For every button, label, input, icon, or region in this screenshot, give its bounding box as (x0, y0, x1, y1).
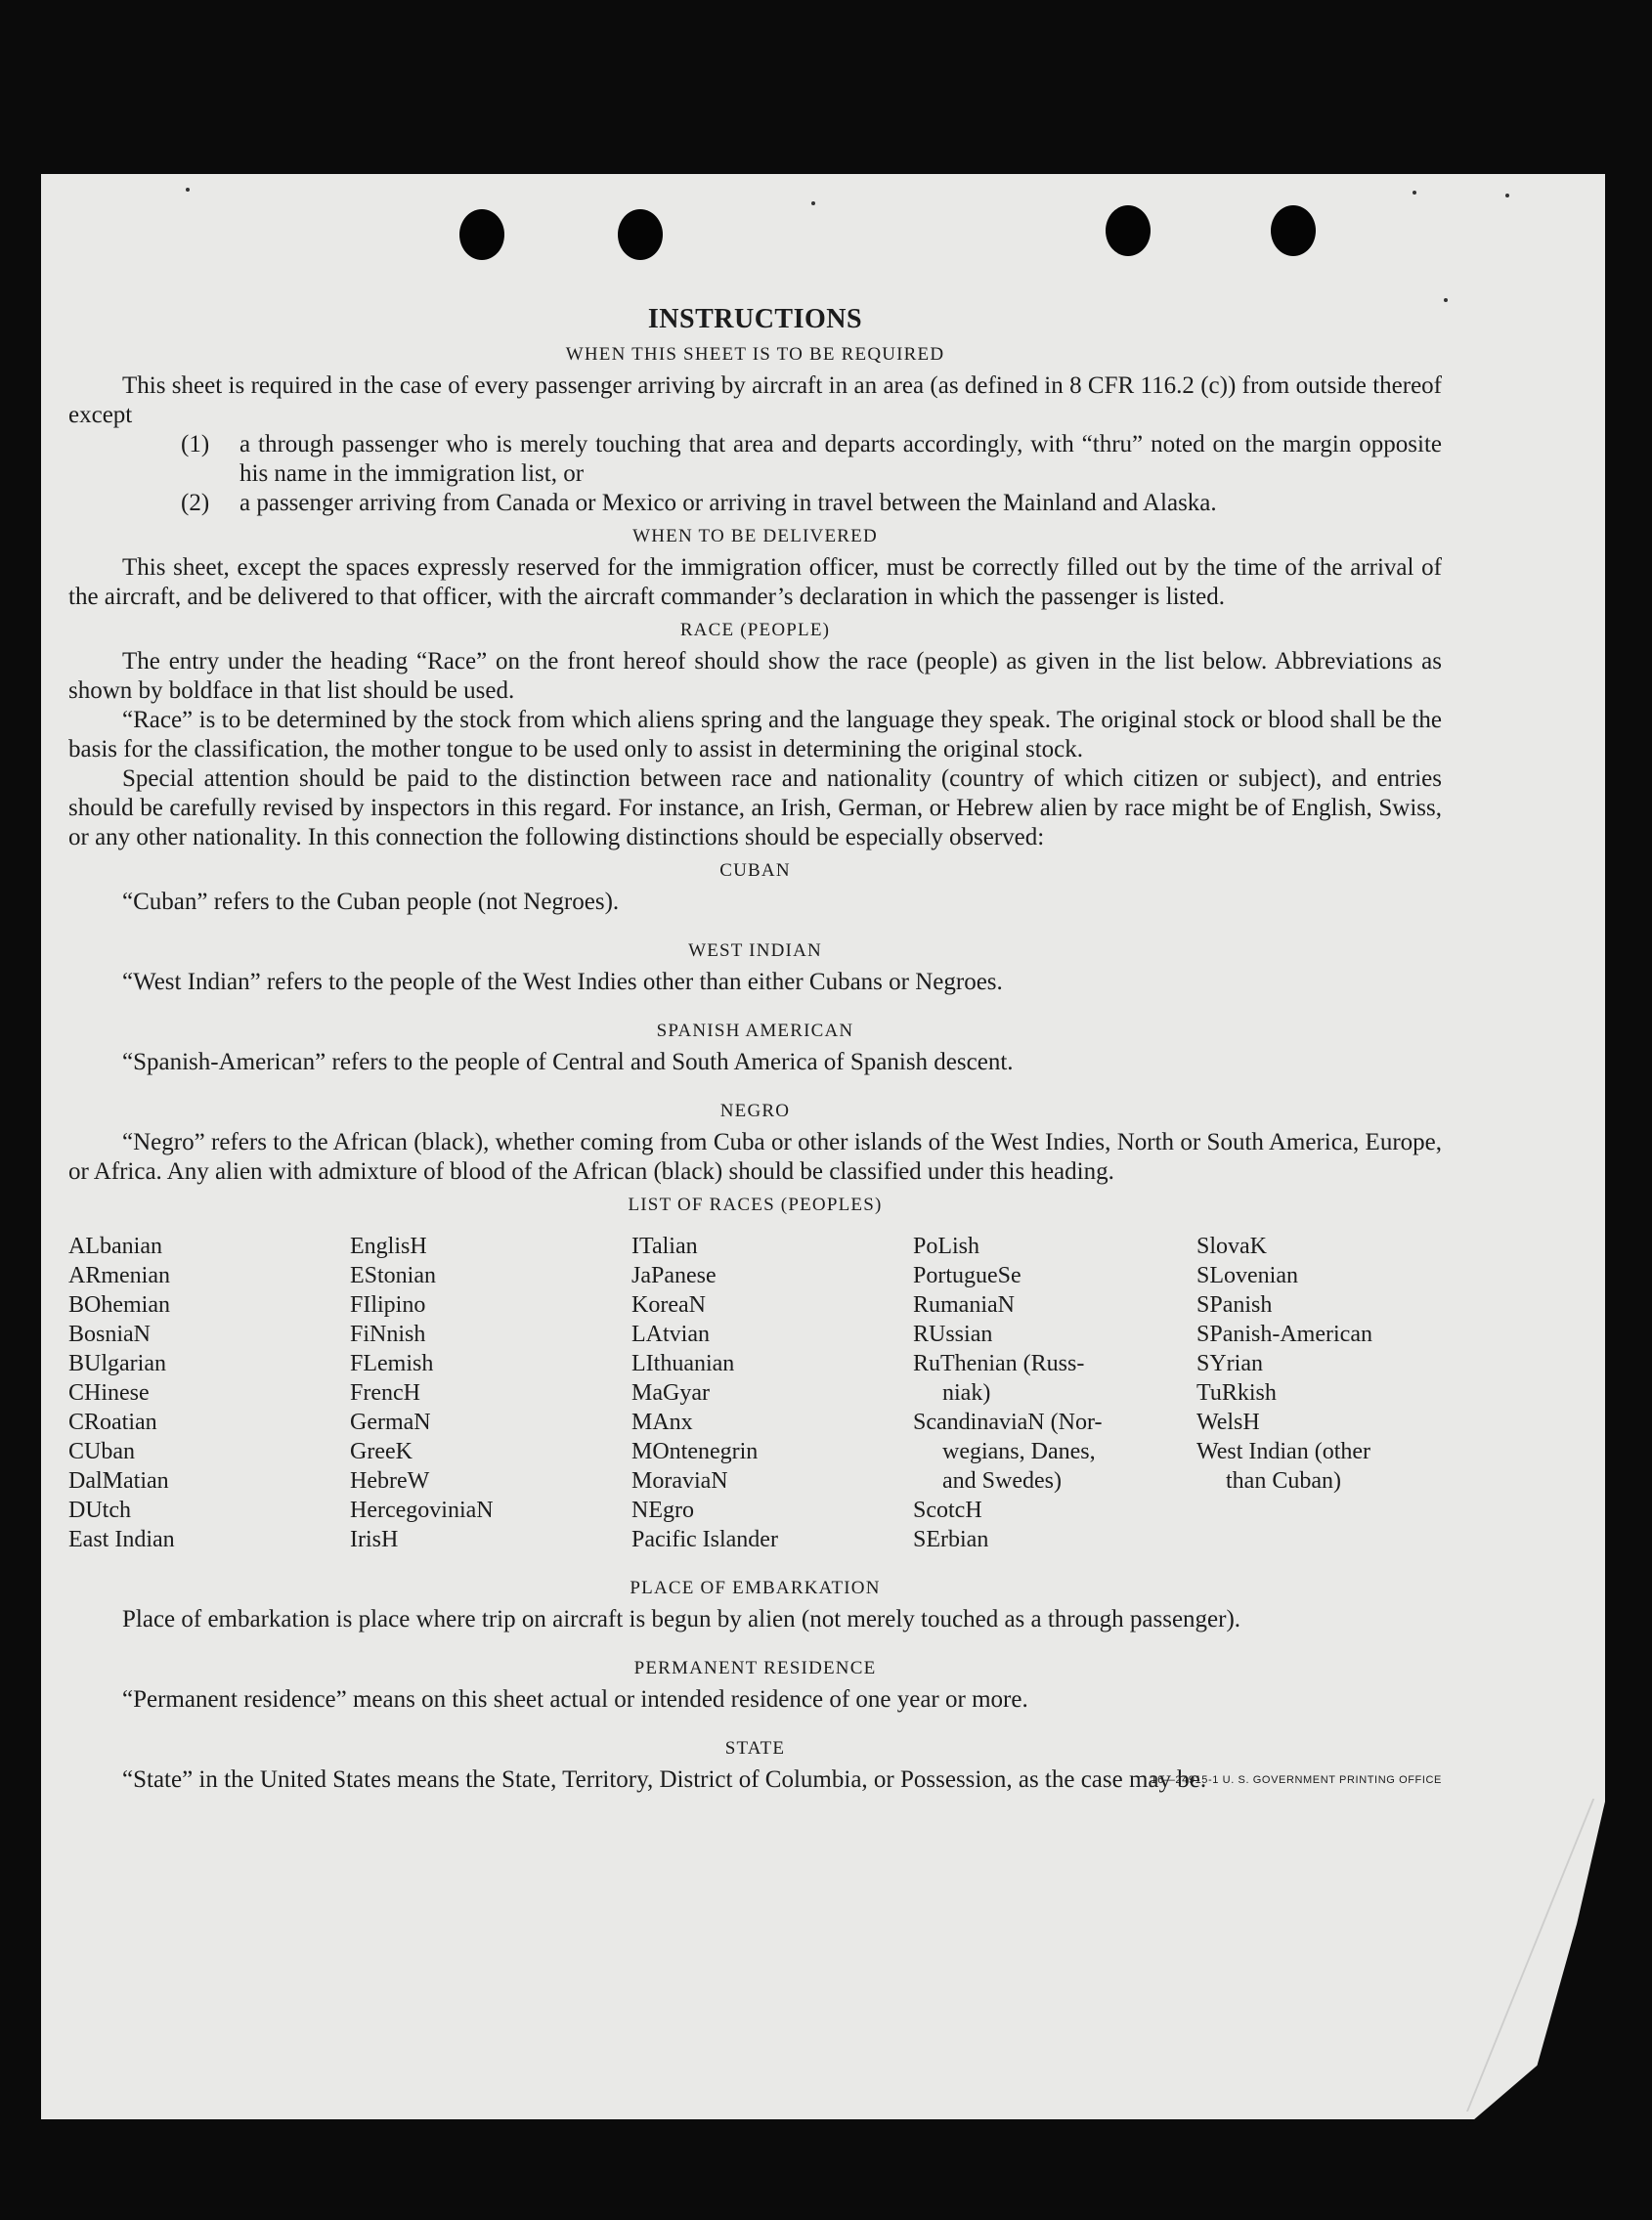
race-entry: CRoatian (68, 1410, 157, 1435)
race-entry: JaPanese (631, 1263, 717, 1288)
race-entry: MAnx (631, 1410, 693, 1435)
race-entry: ARmenian (68, 1263, 170, 1288)
paragraph: “Race” is to be determined by the stock from which aliens spring and the language they speak. The original stock or blood shall be the basis for the classification, the mother tongue to be used only to assist in determining the original stock. (68, 707, 1442, 762)
list-item: (2) a passenger arriving from Canada or Mexico or arriving in travel between the Mainland and Alaska. (181, 490, 1217, 516)
race-entry: PoLish (913, 1234, 980, 1259)
races-column (913, 1232, 1196, 1554)
race-entry: MoraviaN (631, 1468, 728, 1494)
printing-office-note: 16—24915-1 U. S. GOVERNMENT PRINTING OFFICE (1151, 1774, 1442, 1786)
paragraph: The entry under the heading “Race” on the front hereof should show the race (people) as given in the list below. Abbreviations as shown by boldface in that list should be used. (68, 648, 1442, 704)
race-entry: FIlipino (350, 1292, 426, 1318)
race-entry: LIthuanian (631, 1351, 735, 1376)
race-entry: WelsH (1196, 1410, 1260, 1435)
race-entry: BUlgarian (68, 1351, 166, 1376)
race-entry: ScotcH (913, 1498, 982, 1523)
race-entry: DUtch (68, 1498, 131, 1523)
section-heading: PLACE OF EMBARKATION (630, 1578, 881, 1598)
race-entry: RUssian (913, 1322, 993, 1347)
punch-hole (618, 209, 663, 260)
race-entry: RumaniaN (913, 1292, 1015, 1318)
race-entry: MOntenegrin (631, 1439, 759, 1464)
race-entry: KoreaN (631, 1292, 706, 1318)
race-entry: TuRkish (1196, 1380, 1277, 1406)
race-entry: GermaN (350, 1410, 431, 1435)
races-column (1196, 1232, 1451, 1554)
speck (811, 201, 815, 205)
races-column (350, 1232, 631, 1554)
races-list (68, 1232, 1442, 1554)
paragraph: Place of embarkation is place where trip on aircraft is begun by alien (not merely touched as a through passenger). (122, 1606, 1241, 1632)
race-entry: East Indian (68, 1527, 175, 1552)
race-entry: CHinese (68, 1380, 150, 1406)
race-entry: and Swedes) (942, 1468, 1062, 1494)
race-entry: SPanish (1196, 1292, 1273, 1318)
punch-hole (1106, 205, 1151, 256)
race-entry: Pacific Islander (631, 1527, 778, 1552)
paragraph: This sheet is required in the case of every passenger arriving by aircraft in an area (as defined in 8 CFR 116.2 (c)) from outside thereof except (68, 372, 1442, 428)
race-entry: HebreW (350, 1468, 430, 1494)
paragraph: “Negro” refers to the African (black), whether coming from Cuba or other islands of the West Indies, North or South America, Europe, or Africa. Any alien with admixture of blood of the African (black) should be classified under this heading. (68, 1129, 1442, 1185)
race-entry: LAtvian (631, 1322, 710, 1347)
paragraph: “Permanent residence” means on this sheet actual or intended residence of one year or more. (122, 1686, 1028, 1713)
race-entry: IrisH (350, 1527, 399, 1552)
race-entry: than Cuban) (1226, 1468, 1341, 1494)
race-entry: EStonian (350, 1263, 436, 1288)
race-entry: DalMatian (68, 1468, 169, 1494)
section-heading: STATE (724, 1738, 786, 1759)
race-entry: BOhemian (68, 1292, 170, 1318)
race-entry: PortugueSe (913, 1263, 1022, 1288)
last-paragraph-wrap (68, 1765, 1442, 1795)
paragraph: Special attention should be paid to the distinction between race and nationality (country of which citizen or subject), and entries should be carefully revised by inspectors in this regard. For instance, an Irish, German, or Hebrew alien by race might be of English, Swiss, or any other nationality. In this connection the following distinctions should be especially observed: (68, 765, 1442, 850)
paragraph: This sheet, except the spaces expressly reserved for the immigration officer, must be correctly filled out by the time of the arrival of the aircraft, and be delivered to that officer, with the aircraft commander’s declaration in which the passenger is listed. (68, 554, 1442, 610)
speck (1505, 194, 1509, 197)
list-item: (1) a through passenger who is merely touching that area and departs accordingly, with “thru” noted on the margin opposite his name in the immigration list, or (181, 431, 1442, 487)
paragraph: “Cuban” refers to the Cuban people (not Negroes). (122, 889, 620, 915)
race-entry: RuThenian (Russ- (913, 1351, 1085, 1376)
speck (1444, 298, 1448, 302)
section-heading: LIST OF RACES (PEOPLES) (628, 1195, 883, 1215)
race-entry: CUban (68, 1439, 135, 1464)
race-entry: GreeK (350, 1439, 413, 1464)
race-entry: ALbanian (68, 1234, 162, 1259)
race-entry: NEgro (631, 1498, 694, 1523)
paragraph: “West Indian” refers to the people of the West Indies other than either Cubans or Negroes. (122, 969, 1003, 995)
race-entry: BosniaN (68, 1322, 151, 1347)
page-title: INSTRUCTIONS (647, 304, 863, 334)
section-heading: CUBAN (719, 860, 791, 881)
section-heading: SPANISH AMERICAN (656, 1021, 854, 1041)
punch-hole (459, 209, 504, 260)
races-column (631, 1232, 913, 1554)
section-heading: WEST INDIAN (688, 940, 822, 961)
race-entry: wegians, Danes, (942, 1439, 1096, 1464)
race-entry: SlovaK (1196, 1234, 1267, 1259)
paragraph: “State” in the United States means the State, Territory, District of Columbia, or Possession, as the case may be. (122, 1766, 1207, 1793)
race-entry: ScandinaviaN (Nor- (913, 1410, 1103, 1435)
section-heading: NEGRO (719, 1101, 791, 1121)
race-entry: HercegoviniaN (350, 1498, 494, 1523)
race-entry: MaGyar (631, 1380, 710, 1406)
paragraph: “Spanish-American” refers to the people of Central and South America of Spanish descent. (122, 1049, 1014, 1075)
instructions-content (68, 303, 1442, 1795)
speck (186, 188, 190, 192)
race-entry: FiNnish (350, 1322, 426, 1347)
race-entry: SErbian (913, 1527, 989, 1552)
race-entry: FLemish (350, 1351, 434, 1376)
section-heading: WHEN TO BE DELIVERED (632, 526, 878, 546)
race-entry: West Indian (other (1196, 1439, 1371, 1464)
race-entry: EnglisH (350, 1234, 427, 1259)
section-heading: WHEN THIS SHEET IS TO BE REQUIRED (565, 344, 945, 365)
race-entry: ITalian (631, 1234, 698, 1259)
speck (1413, 191, 1416, 195)
punch-hole (1271, 205, 1316, 256)
race-entry: SLovenian (1196, 1263, 1298, 1288)
races-column (68, 1232, 350, 1554)
race-entry: SPanish-American (1196, 1322, 1372, 1347)
section-heading: PERMANENT RESIDENCE (633, 1658, 877, 1678)
race-entry: FrencH (350, 1380, 420, 1406)
race-entry: niak) (942, 1380, 991, 1406)
section-heading: RACE (PEOPLE) (679, 620, 831, 640)
race-entry: SYrian (1196, 1351, 1263, 1376)
